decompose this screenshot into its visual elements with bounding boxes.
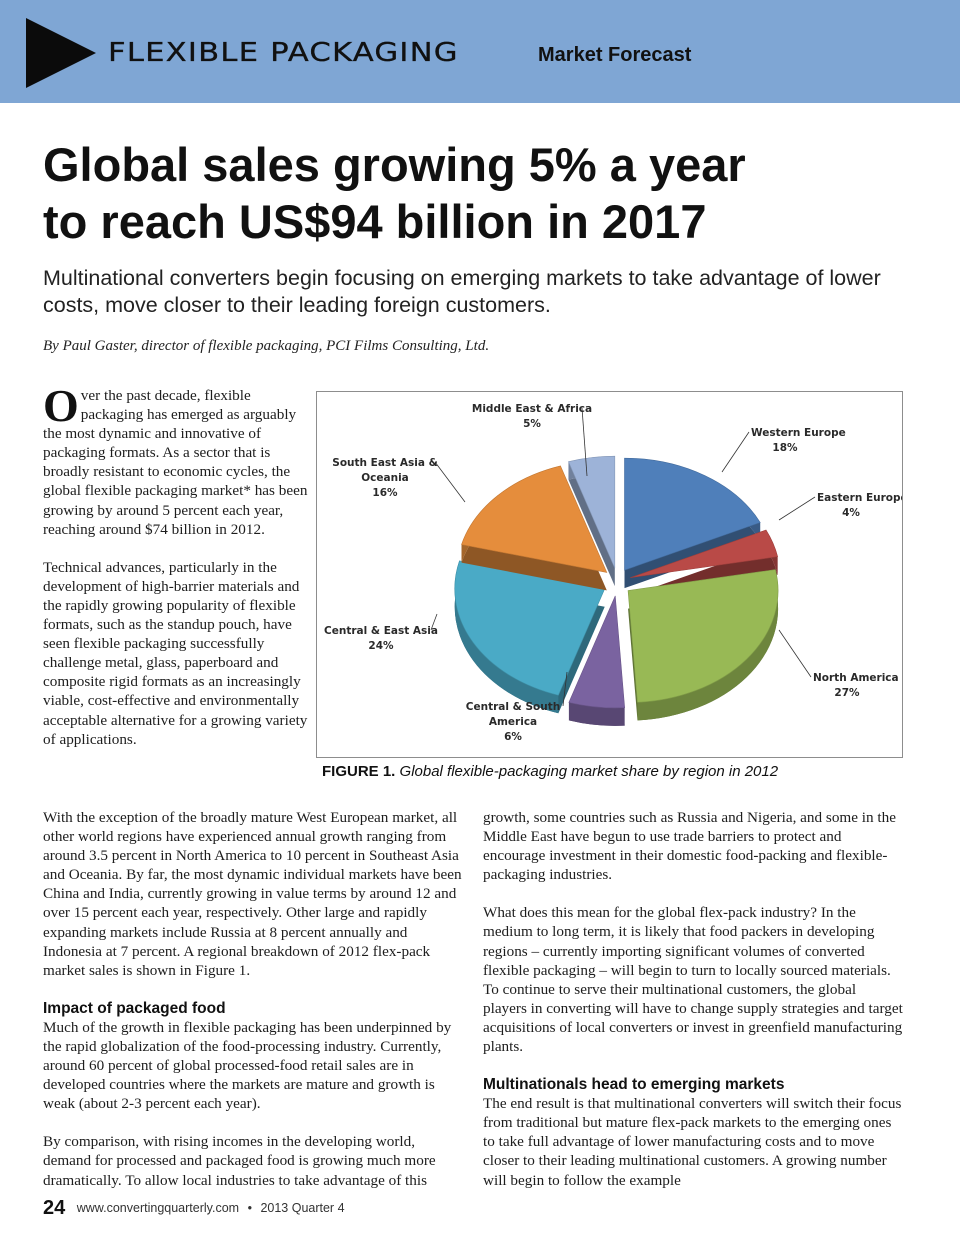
byline: By Paul Gaster, director of flexible packaging, PCI Films Consulting, Ltd. — [43, 338, 490, 354]
pie-value-label: 24% — [368, 640, 394, 652]
subhead-packaged-food: Impact of packaged food — [43, 999, 226, 1017]
paragraph-intro-text: ver the past decade, flexible packaging has emerged as arguably the most dynamic and innovative of packaging formats. As a sector that is broadly resistant to economic cycles, the global flexible packaging market* has been growing by around 5 percent each year, reaching around $74 billion in 2012. — [43, 387, 308, 538]
footer-separator: • — [247, 1201, 252, 1215]
paragraph-comparison: By comparison, with rising incomes in the developing world, demand for processed and packaged food is growing much more dramatically. To allow local industries to take advantage of this — [43, 1133, 436, 1189]
intro-column — [43, 380, 308, 749]
headline — [43, 136, 923, 250]
section-title: FLEXIBLE PACKAGING — [108, 38, 459, 68]
pie-leader-line — [722, 432, 749, 472]
pie-label: North America — [813, 672, 899, 684]
pie-slice-top — [628, 570, 778, 703]
pie-label: Eastern Europe — [817, 492, 902, 504]
pie-value-label: 4% — [842, 507, 860, 519]
play-triangle-icon — [26, 18, 96, 88]
figure-caption — [322, 763, 778, 780]
pie-value-label: 6% — [504, 731, 522, 743]
paragraph-technical: Technical advances, particularly in the development of high-barrier materials and the rapidly growing popularity of flexible formats, such as the standup pouch, have seen flexible packaging successfully challenge metal, glass, paperboard and composite rigid formats as an increasingly viable, cost-effective and environmentally acceptable alternative for a growing variety of applications. — [43, 558, 308, 748]
figure-caption-label: FIGURE 1. — [322, 763, 396, 780]
paragraph-trade: growth, some countries such as Russia and Nigeria, and some in the Middle East have begun to use trade barriers to protect and encourage investment in their domestic food-packing and flexible-packaging industries. — [483, 809, 896, 884]
pie-chart — [317, 392, 902, 757]
pie-label: Central & East Asia — [324, 625, 438, 637]
pie-label: South East Asia & — [332, 457, 438, 469]
paragraph-growth: Much of the growth in flexible packaging has been underpinned by the rapid globalization of the food-processing industry. Currently, around 60 percent of global processed-food retail sales are in developed countries where the markets are mature and growth is weak (about 2-3 percent each year). — [43, 1018, 452, 1113]
pie-label: Central & South — [465, 701, 561, 713]
paragraph-industry: What does this mean for the global flex-pack industry? In the medium to long term, it is likely that food packers in developing regions – currently importing significant volumes of converted flexible packaging – will begin to turn to locally sourced materials. To continue to serve their multinational customers, the global players in converting will have to change supply strategies and target acquisitions of local converters or invest in greenfield manufacturing plants. — [483, 904, 903, 1056]
pie-leader-line — [435, 462, 465, 502]
pie-label: Middle East & Africa — [471, 403, 593, 415]
pie-label: Oceania — [361, 472, 409, 484]
pie-slice-3 — [628, 570, 778, 721]
pie-value-label: 16% — [372, 487, 398, 499]
pie-leader-line — [779, 630, 811, 677]
lower-right-column — [483, 808, 903, 1190]
paragraph-intro — [43, 380, 308, 539]
pie-label: Western Europe — [751, 427, 846, 439]
section-subtitle: Market Forecast — [538, 44, 692, 66]
paragraph-end-result: The end result is that multinational converters will switch their focus from traditional but mature flex-pack markets to the emerging ones to take full advantage of lower manufacturing costs and to move closer to their leading multinational customers. A growing number will begin to follow the example — [483, 1095, 902, 1189]
deck: Multinational converters begin focusing on emerging markets to take advantage of lower costs, move closer to their leading foreign customers. — [43, 266, 881, 317]
footer-issue: 2013 Quarter 4 — [260, 1201, 345, 1215]
pie-slices — [455, 456, 778, 726]
pie-value-label: 5% — [523, 418, 541, 430]
pie-value-label: 18% — [772, 442, 798, 454]
footer-website: www.convertingquarterly.com — [76, 1201, 240, 1215]
page-number: 24 — [43, 1197, 66, 1219]
pie-leader-line — [779, 497, 815, 520]
pie-label: America — [488, 716, 538, 728]
paragraph-regions: With the exception of the broadly mature West European market, all other world regions have experienced annual growth ranging from around 3.5 percent in North America to 10 percent in Southeast Asia and Oceania. By far, the most dynamic individual markets have been China and India, currently growing in value terms by around 12 and over 15 percent each year, respectively. Other large and rapidly expanding markets include Russia at 8 percent annually and Indonesia at 7 percent. A regional breakdown of 2012 flex-pack market sales is shown in Figure 1. — [43, 809, 462, 979]
lower-left-column — [43, 808, 463, 1190]
figure-caption-text: Global flexible-packaging market share by region in 2012 — [399, 763, 779, 780]
pie-value-label: 27% — [834, 687, 860, 699]
headline-line-1: Global sales growing 5% a year — [43, 138, 746, 191]
header-banner — [0, 0, 960, 103]
headline-line-2: to reach US$94 billion in 2017 — [43, 195, 707, 248]
page-footer — [43, 1197, 345, 1220]
subhead-multinationals: Multinationals head to emerging markets — [483, 1076, 785, 1094]
figure-chart — [316, 391, 903, 758]
dropcap: O — [43, 380, 79, 431]
